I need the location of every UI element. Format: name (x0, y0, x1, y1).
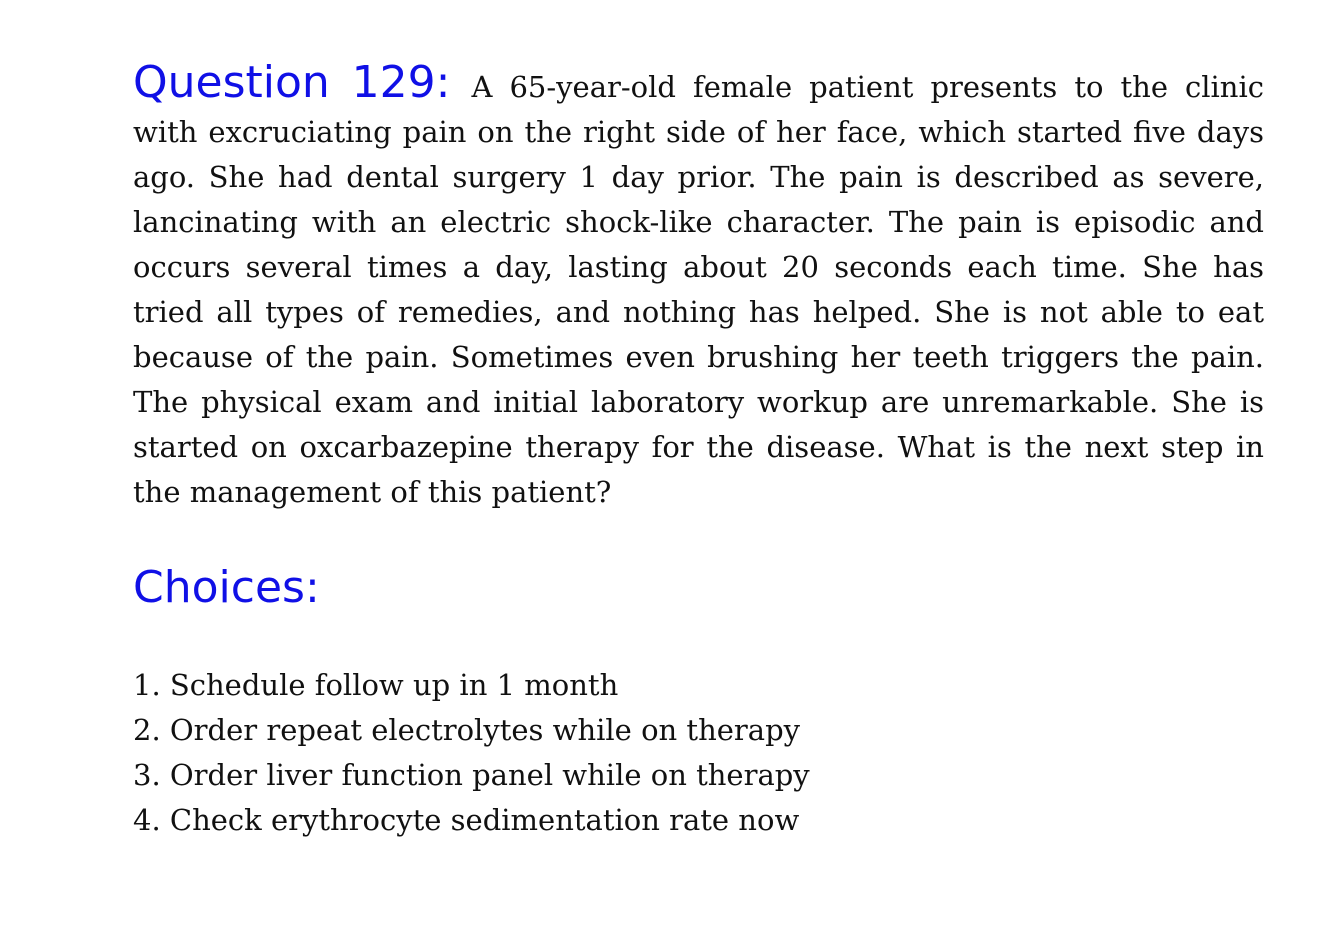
choices-title: Choices: (133, 562, 320, 613)
choice-item-2: 2. Order repeat electrolytes while on therapy (133, 713, 801, 747)
question-block (133, 57, 1265, 515)
choices-list (133, 663, 1264, 843)
question-page (133, 57, 1265, 843)
choice-item-3: 3. Order liver function panel while on therapy (133, 758, 810, 792)
choice-item-1: 1. Schedule follow up in 1 month (133, 668, 619, 702)
question-title: Question 129: (133, 57, 451, 108)
question-text: A 65-year-old female patient presents to the clinic with excruciating pain on the right side of her face, which started five days ago. She had dental surgery 1 day prior. The pain is described as severe, lancinating with an electric shock-like character. The pain is episodic and occurs several times a day, lasting about 20 seconds each time. She has tried all types of remedies, and nothing has helped. She is not able to eat because of the pain. Sometimes even brushing her teeth triggers the pain. The physical exam and initial laboratory workup are unremarkable. She is started on oxcarbazepine therapy for the disease. What is the next step in the management of this patient? (133, 70, 1265, 509)
choice-item-4: 4. Check erythrocyte sedimentation rate now (133, 803, 800, 837)
